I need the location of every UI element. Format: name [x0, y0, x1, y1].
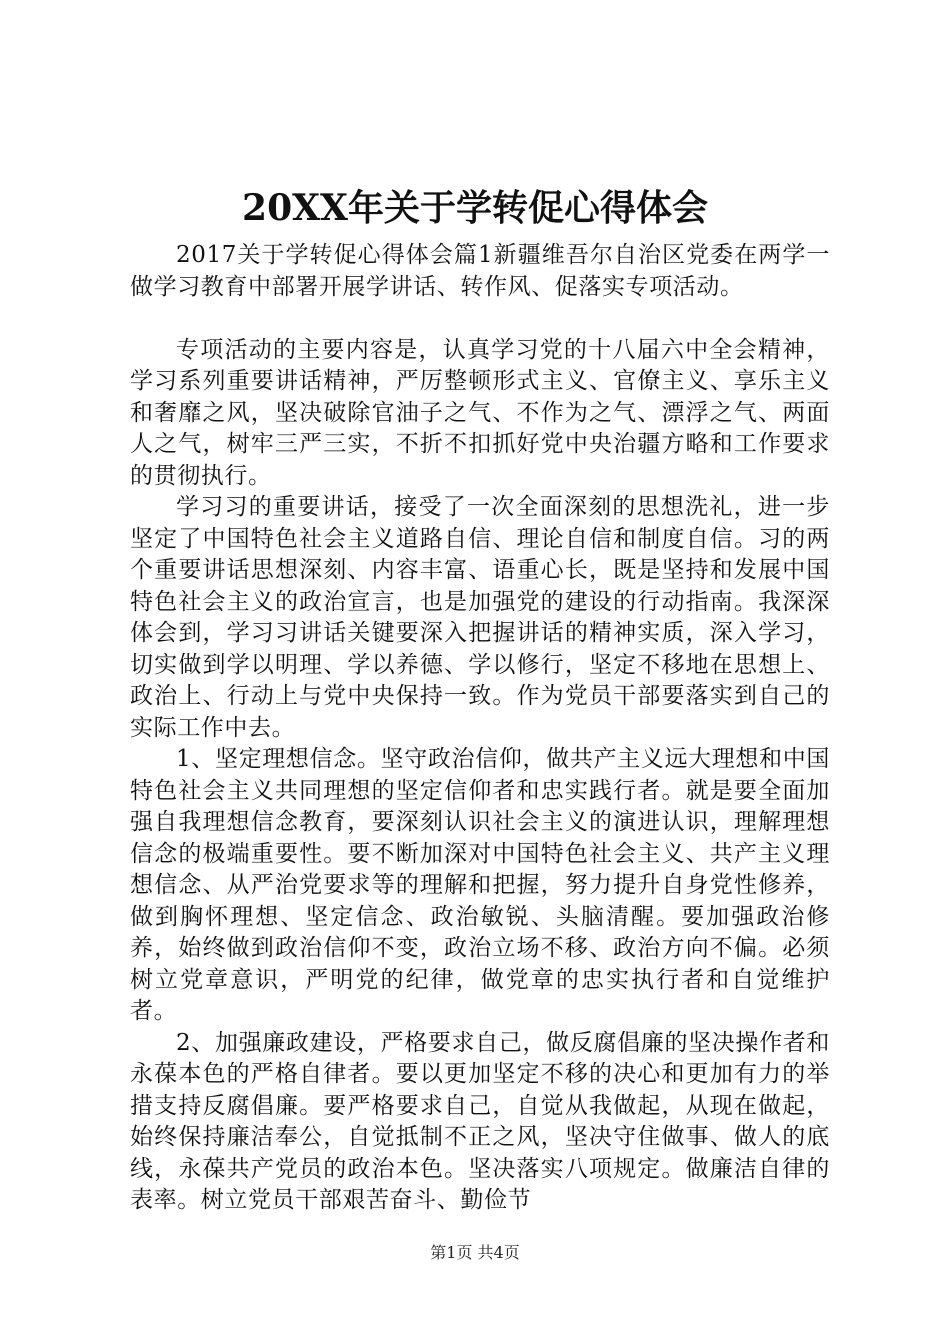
- document-body: [130, 240, 830, 1217]
- paragraph-intro: 2017关于学转促心得体会篇1新疆维吾尔自治区党委在两学一做学习教育中部署开展学讲话、转作风、促落实专项活动。: [130, 242, 830, 300]
- paragraph-ideals-beliefs: 1、坚定理想信念。坚守政治信仰，做共产主义远大理想和中国特色社会主义共同理想的坚定信仰者和忠实践行者。就是要全面加强自我理想信念教育，要深刻认识社会主义的演进认识，理解理想信念的极端重要性。要不断加深对中国特色社会主义、共产主义理想信念、从严治党要求等的理解和把握，努力提升自身党性修养，做到胸怀理想、坚定信念、政治敏锐、头脑清醒。要加强政治修养，始终做到政治信仰不变，政治立场不移、政治方向不偏。必须树立党章意识，严明党的纪律，做党章的忠实执行者和自觉维护者。: [130, 746, 830, 1024]
- paragraph-clean-governance: 2、加强廉政建设，严格要求自己，做反腐倡廉的坚决操作者和永葆本色的严格自律者。要以更加坚定不移的决心和更加有力的举措支持反腐倡廉。要严格要求自己，自觉从我做起，从现在做起，始终保持廉洁奉公，自觉抵制不正之风，坚决守住做事、做人的底线，永葆共产党员的政治本色。坚决落实八项规定。做廉洁自律的表率。树立党员干部艰苦奋斗、勤俭节: [130, 1029, 830, 1213]
- document-title: 20XX年关于学转促心得体会: [242, 187, 708, 229]
- paragraph-activity-content: 专项活动的主要内容是，认真学习党的十八届六中全会精神，学习系列重要讲话精神，严厉整顿形式主义、官僚主义、享乐主义和奢靡之风，坚决破除官油子之气、不作为之气、漂浮之气、两面人之气，树牢三严三实，不折不扣抓好党中央治疆方略和工作要求的贯彻执行。: [130, 336, 830, 489]
- paragraph-study-speech: 学习习的重要讲话，接受了一次全面深刻的思想洗礼，进一步坚定了中国特色社会主义道路自信、理论自信和制度自信。习的两个重要讲话思想深刻、内容丰富、语重心长，既是坚持和发展中国特色社会主义的政治宣言，也是加强党的建设的行动指南。我深深体会到，学习习讲话关键要深入把握讲话的精神实质，深入学习，切实做到学以明理、学以养德、学以修行，坚定不移地在思想上、政治上、行动上与党中央保持一致。作为党员干部要落实到自己的实际工作中去。: [130, 494, 830, 741]
- page-number-footer: 第1页 共4页: [430, 1243, 520, 1262]
